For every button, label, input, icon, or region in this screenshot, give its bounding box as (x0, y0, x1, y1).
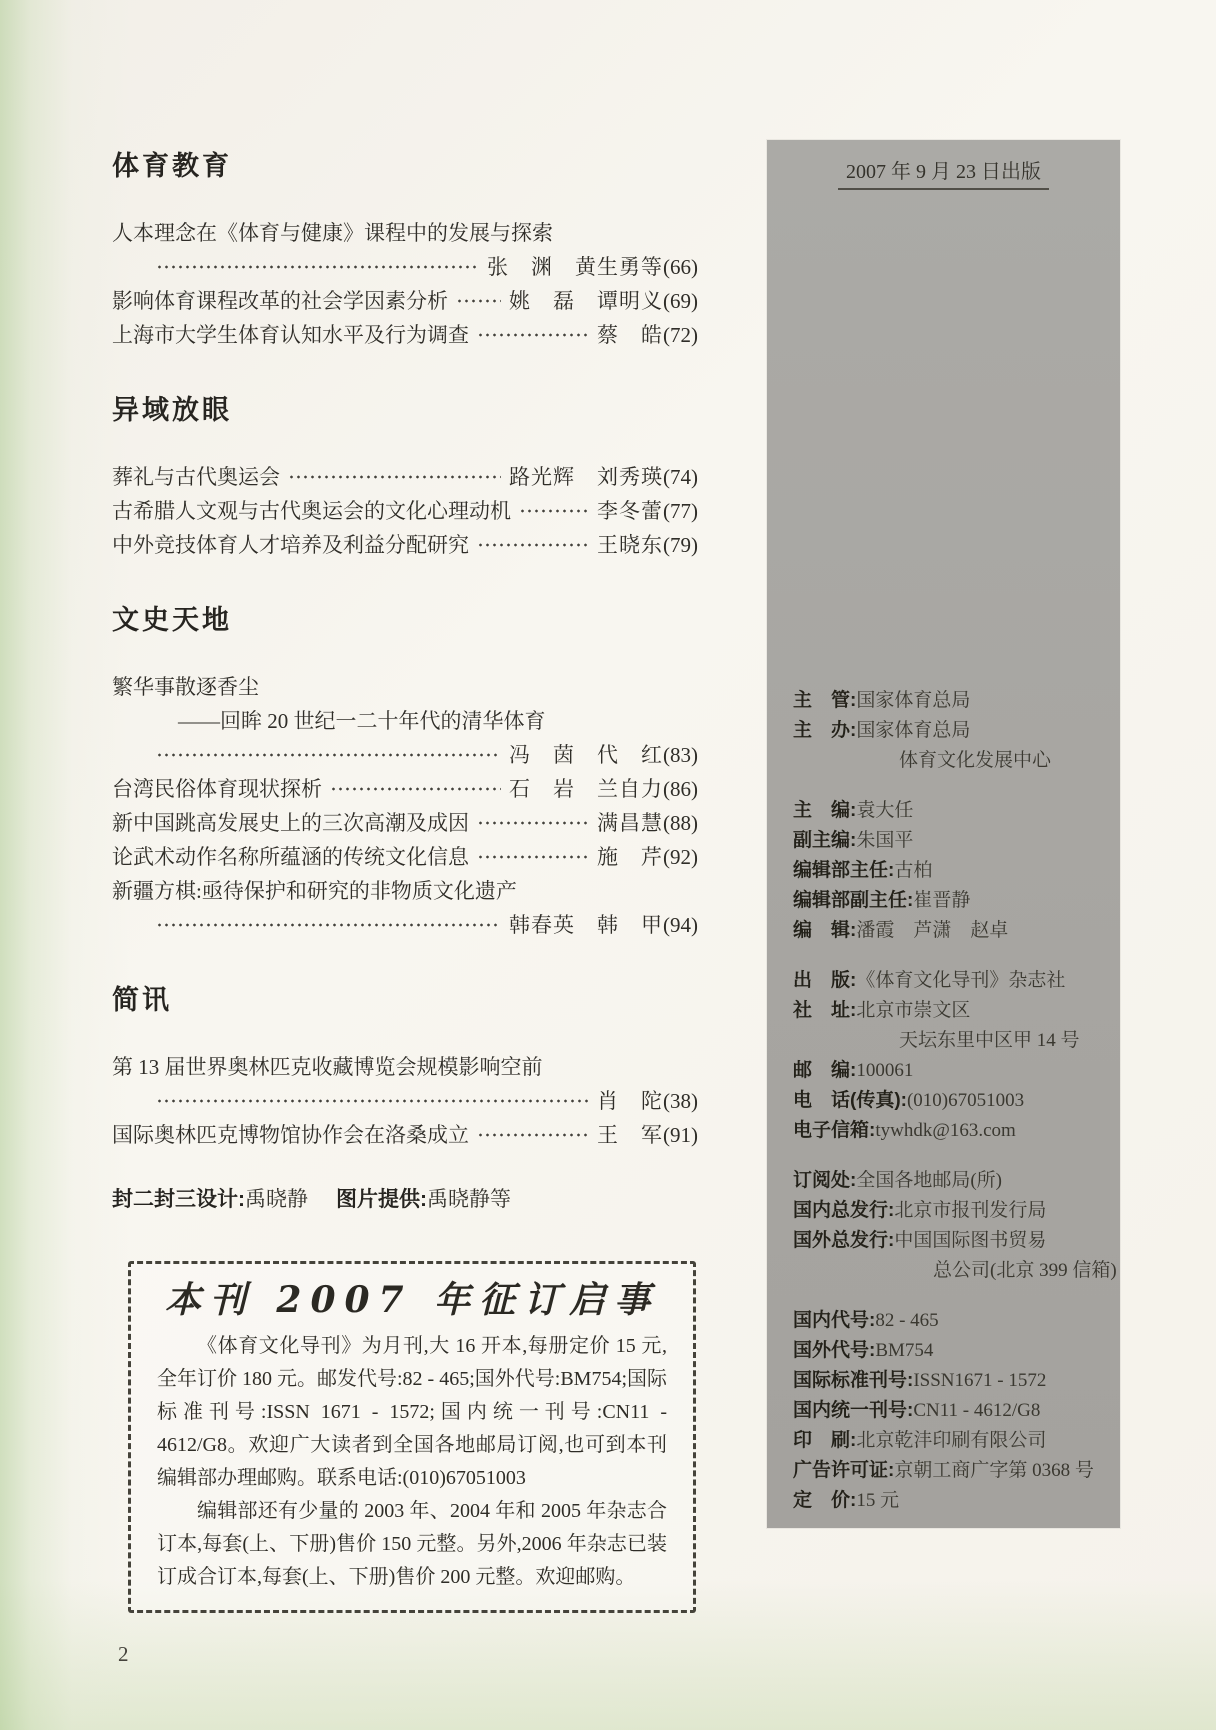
info-label: 印 刷: (793, 1430, 857, 1451)
info-value: 82 - 465 (875, 1310, 939, 1331)
info-label: 订阅处: (793, 1170, 857, 1191)
info-line (793, 1366, 1106, 1396)
toc-entry (112, 1118, 698, 1152)
toc-entry (112, 806, 698, 840)
article-leader-line (112, 908, 698, 942)
article-leader-line (112, 738, 698, 772)
info-line (793, 1226, 1106, 1256)
info-label: 国外代号: (793, 1340, 876, 1361)
info-value: 京朝工商广字第 0368 号 (894, 1460, 1094, 1481)
info-value: 北京市报刊发行局 (894, 1200, 1047, 1221)
subscription-notice-box (128, 1261, 696, 1613)
info-label: 国内代号: (793, 1310, 876, 1331)
info-label: 主 管: (793, 690, 857, 711)
info-label: 国外总发行: (793, 1230, 895, 1251)
info-line (793, 686, 1106, 716)
info-label: 主 编: (793, 800, 857, 821)
dot-leader (330, 786, 501, 792)
dot-leader (477, 332, 589, 338)
supervisor-group (793, 686, 1106, 776)
info-line-continuation (793, 1256, 1117, 1286)
info-label: 编 辑: (793, 920, 857, 941)
dot-leader (156, 264, 479, 270)
info-line (793, 826, 1106, 856)
cover-design-credits (112, 1182, 698, 1217)
notice-paragraph-1: 《体育文化导刊》为月刊,大 16 开本,每册定价 15 元,全年订价 180 元。邮发代号:82 - 465;国外代号:BM754;国际标准刊号:ISSN 1671 - 1572;国内统一刊号:CN11 - 4612/G8。欢迎广大读者到全国各地邮局订阅,也可到本刊编辑部办理邮购。联系电话:(010)67051003 (157, 1335, 668, 1489)
info-label: 主 办: (793, 720, 857, 741)
article-authors: 路光辉 刘秀瑛 (509, 465, 663, 489)
toc-entry (112, 772, 698, 806)
article-title: 台湾民俗体育现状探析 (112, 777, 322, 801)
toc-entry (112, 318, 698, 352)
publisher-group (793, 966, 1106, 1146)
article-page-number: (83) (663, 743, 698, 767)
article-authors: 姚 磊 谭明义 (509, 289, 663, 313)
article-authors: 施 芹 (597, 845, 663, 869)
section-heading-briefs: 简讯 (112, 985, 172, 1015)
info-label: 邮 编: (793, 1060, 857, 1081)
info-value: ISSN1671 - 1572 (913, 1370, 1047, 1391)
article-page-number: (72) (663, 323, 698, 347)
distribution-group (793, 1166, 1117, 1286)
info-label: 编辑部主任: (793, 860, 895, 881)
article-title: 论武术动作名称所蕴涵的传统文化信息 (112, 845, 469, 869)
article-page-number: (91) (663, 1123, 698, 1147)
toc-entry (112, 494, 698, 528)
info-value: CN11 - 4612/G8 (913, 1400, 1041, 1421)
article-subtitle: ——回眸 20 世纪一二十年代的清华体育 (178, 709, 546, 733)
info-line-continuation (793, 1026, 1106, 1056)
info-line (793, 1086, 1106, 1116)
info-value: 15 元 (856, 1490, 900, 1511)
info-line (793, 916, 1106, 946)
info-label: 社 址: (793, 1000, 857, 1021)
article-authors: 肖 陀 (597, 1089, 663, 1113)
dot-leader (477, 854, 589, 860)
info-line (793, 1116, 1106, 1146)
section-entries (112, 1050, 698, 1152)
info-line (793, 796, 1106, 826)
info-value: 100061 (856, 1060, 914, 1081)
info-value: BM754 (875, 1340, 934, 1361)
article-page-number: (86) (663, 777, 698, 801)
article-title: 人本理念在《体育与健康》课程中的发展与探索 (112, 221, 553, 245)
toc-entry (112, 528, 698, 562)
section-heading-foreign-view: 异域放眼 (112, 395, 232, 425)
dot-leader (456, 298, 501, 304)
article-page-number: (79) (663, 533, 698, 557)
info-value: 北京市崇文区 (856, 1000, 971, 1021)
info-label: 国际标准刊号: (793, 1370, 914, 1391)
toc-entry (112, 284, 698, 318)
article-page-number: (69) (663, 289, 698, 313)
design-credit-label: 封二封三设计: (112, 1188, 245, 1211)
info-line-continuation (793, 746, 1106, 776)
article-authors: 王 军 (597, 1123, 663, 1147)
article-authors: 李冬蕾 (597, 499, 663, 523)
publication-info-sidebar (767, 140, 1120, 1528)
article-page-number: (94) (663, 913, 698, 937)
dot-leader (477, 1132, 589, 1138)
info-value: (010)67051003 (906, 1090, 1025, 1111)
notice-title: 本刊 2007 年征订启事 (164, 1279, 660, 1321)
info-label: 电子信箱: (793, 1120, 876, 1141)
section-heading-history: 文史天地 (112, 605, 232, 635)
info-line (793, 716, 1106, 746)
article-page-number: (74) (663, 465, 698, 489)
article-page-number: (66) (663, 255, 698, 279)
dot-leader (156, 752, 501, 758)
info-value: 全国各地邮局(所) (856, 1170, 1002, 1191)
info-value: tywhdk@163.com (875, 1120, 1016, 1141)
codes-group (793, 1306, 1106, 1516)
article-page-number: (38) (663, 1089, 698, 1113)
design-credit-value: 禹晓静 (245, 1187, 308, 1211)
info-value: 崔晋静 (913, 890, 971, 911)
info-label: 电 话(传真): (793, 1090, 907, 1111)
article-title: 繁华事散逐香尘 (112, 675, 259, 699)
article-title: 古希腊人文观与古代奥运会的文化心理动机 (112, 499, 511, 523)
info-label: 出 版: (793, 970, 857, 991)
article-title: 新中国跳高发展史上的三次高潮及成因 (112, 811, 469, 835)
info-label: 国内统一刊号: (793, 1400, 914, 1421)
info-label: 广告许可证: (793, 1460, 895, 1481)
info-value: 古柏 (894, 860, 933, 881)
info-value: 中国国际图书贸易 (894, 1230, 1047, 1251)
article-authors: 蔡 皓 (597, 323, 663, 347)
dot-leader (288, 474, 501, 480)
info-value: 朱国平 (856, 830, 914, 851)
info-value: 《体育文化导刊》杂志社 (856, 970, 1066, 991)
info-value: 北京乾沣印刷有限公司 (856, 1430, 1047, 1451)
dot-leader (156, 1098, 589, 1104)
article-authors: 韩春英 韩 甲 (509, 913, 663, 937)
publication-details (767, 686, 1120, 1516)
info-label: 定 价: (793, 1490, 857, 1511)
info-line (793, 1056, 1106, 1086)
info-label: 编辑部副主任: (793, 890, 914, 911)
article-leader-line (112, 1084, 698, 1118)
dot-leader (477, 820, 589, 826)
article-authors: 张 渊 黄生勇等 (487, 255, 663, 279)
folio-page-number: 2 (118, 1642, 129, 1666)
info-line (793, 1336, 1106, 1366)
info-value: 总公司(北京 399 信箱) (933, 1260, 1117, 1281)
photo-credit-value: 禹晓静等 (427, 1187, 511, 1211)
article-title: 葬礼与古代奥运会 (112, 465, 280, 489)
section-entries (112, 216, 698, 352)
article-title: 新疆方棋:亟待保护和研究的非物质文化遗产 (112, 879, 517, 903)
info-value: 国家体育总局 (856, 690, 971, 711)
section-entries (112, 670, 698, 942)
article-page-number: (88) (663, 811, 698, 835)
info-line (793, 886, 1106, 916)
info-line (793, 1166, 1106, 1196)
toc-entry (112, 460, 698, 494)
toc-column (112, 150, 698, 1613)
dot-leader (519, 508, 589, 514)
photo-credit-label: 图片提供: (336, 1188, 427, 1211)
article-title: 第 13 届世界奥林匹克收藏博览会规模影响空前 (112, 1055, 543, 1079)
article-authors: 石 岩 兰自力 (509, 777, 663, 801)
info-value: 潘霞 芦潇 赵卓 (856, 920, 1009, 941)
info-line (793, 966, 1106, 996)
dot-leader (477, 542, 589, 548)
article-title: 影响体育课程改革的社会学因素分析 (112, 289, 448, 313)
info-line (793, 996, 1106, 1026)
editors-group (793, 796, 1106, 946)
info-value: 体育文化发展中心 (899, 750, 1052, 771)
info-value: 国家体育总局 (856, 720, 971, 741)
section-entries (112, 460, 698, 562)
article-title: 中外竞技体育人才培养及利益分配研究 (112, 533, 469, 557)
article-authors: 王晓东 (597, 533, 663, 557)
info-label: 国内总发行: (793, 1200, 895, 1221)
info-line (793, 1426, 1106, 1456)
info-label: 副主编: (793, 830, 857, 851)
notice-paragraph-2: 编辑部还有少量的 2003 年、2004 年和 2005 年杂志合订本,每套(上、下册)售价 150 元整。另外,2006 年杂志已装订成合订本,每套(上、下册)售价 200 元整。欢迎邮购。 (157, 1500, 667, 1588)
publish-date (767, 158, 1120, 186)
article-title: 国际奥林匹克博物馆协作会在洛桑成立 (112, 1123, 469, 1147)
info-line (793, 856, 1106, 886)
dot-leader (156, 922, 501, 928)
article-page-number: (92) (663, 845, 698, 869)
info-line (793, 1196, 1106, 1226)
article-leader-line (112, 250, 698, 284)
article-page-number: (77) (663, 499, 698, 523)
info-value: 袁大任 (856, 800, 914, 821)
article-title: 上海市大学生体育认知水平及行为调查 (112, 323, 469, 347)
info-line (793, 1456, 1106, 1486)
article-authors: 冯 茵 代 红 (509, 743, 663, 767)
info-value: 天坛东里中区甲 14 号 (899, 1030, 1080, 1051)
section-heading-sports-education: 体育教育 (112, 151, 232, 181)
info-line (793, 1486, 1106, 1516)
article-authors: 满昌慧 (597, 811, 663, 835)
toc-entry (112, 840, 698, 874)
info-line (793, 1396, 1106, 1426)
info-line (793, 1306, 1106, 1336)
publish-date-text: 2007 年 9 月 23 日出版 (838, 161, 1049, 190)
